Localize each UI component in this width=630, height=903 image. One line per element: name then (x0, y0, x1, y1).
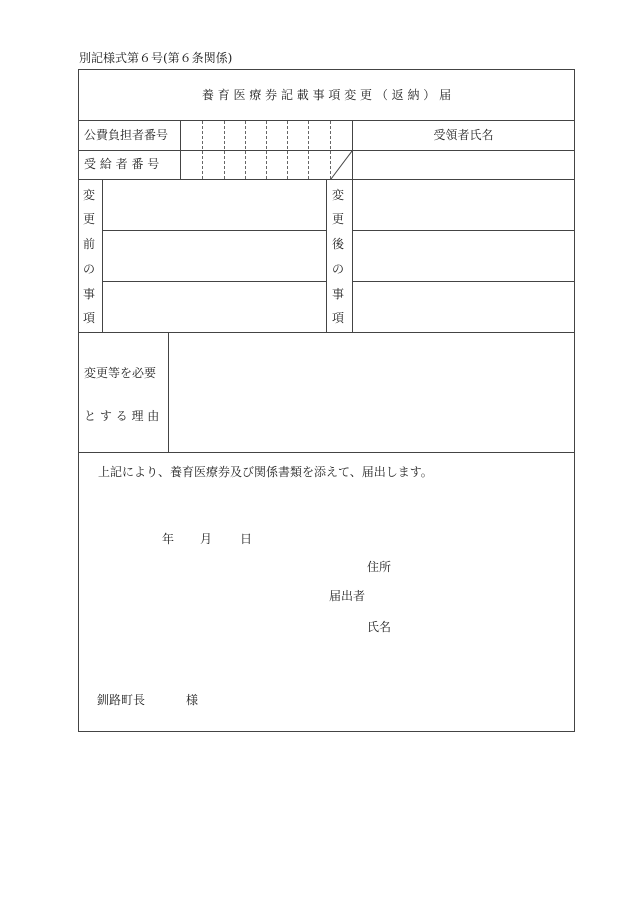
digit-separator (202, 121, 203, 179)
divider-holder-name (352, 120, 353, 332)
digit-separator (287, 121, 288, 179)
divider-reason (78, 332, 575, 333)
divider-after-1 (352, 230, 575, 231)
honorific: 様 (186, 693, 199, 707)
unused-cell-slash (330, 150, 352, 180)
after-label-char: 更 (332, 212, 345, 226)
before-label-char: 前 (83, 237, 96, 251)
form-title: 養 育 医 療 券 記 載 事 項 変 更 （ 返 納 ） 届 (201, 88, 452, 102)
declaration-text: 上記により、養育医療券及び関係書類を添えて、届出します。 (98, 465, 433, 479)
before-label-char: 変 (83, 188, 96, 202)
digit-separator (266, 121, 267, 179)
date-month-label: 月 (200, 532, 213, 546)
divider-number-label (180, 120, 181, 179)
form-header-note: 別記様式第６号(第６条関係) (79, 51, 233, 65)
divider-after-2 (352, 281, 575, 282)
after-label-char: 項 (332, 311, 345, 325)
after-label-char: 事 (332, 287, 345, 301)
divider-before-1 (102, 230, 326, 231)
before-label-char: 事 (83, 287, 96, 301)
digit-separator (245, 121, 246, 179)
address-label: 住所 (367, 560, 392, 574)
before-label-char: の (83, 262, 96, 276)
after-label-char: の (332, 262, 345, 276)
divider-title (78, 120, 575, 121)
date-year-label: 年 (162, 532, 175, 546)
recipient-number-label: 受 給 者 番 号 (84, 157, 160, 171)
name-label: 氏名 (367, 620, 392, 634)
divider-declaration (78, 452, 575, 453)
after-label-char: 後 (332, 237, 345, 251)
before-label-char: 項 (83, 311, 96, 325)
reason-label-line1: 変更等を必要 (84, 366, 157, 380)
holder-name-label: 受領者氏名 (433, 128, 494, 142)
after-label-char: 変 (332, 188, 345, 202)
before-label-char: 更 (83, 212, 96, 226)
digit-separator (224, 121, 225, 179)
notifier-label: 届出者 (329, 589, 366, 603)
date-day-label: 日 (240, 532, 253, 546)
divider-before-label (102, 179, 103, 332)
divider-number-row (78, 150, 575, 151)
divider-reason-label (168, 332, 169, 452)
digit-separator (308, 121, 309, 179)
payer-number-label: 公費負担者番号 (84, 128, 169, 142)
divider-after-label-left (326, 179, 327, 332)
addressee: 釧路町長 (97, 693, 146, 707)
divider-before-2 (102, 281, 326, 282)
reason-label-line2: と す る 理 由 (84, 409, 160, 423)
